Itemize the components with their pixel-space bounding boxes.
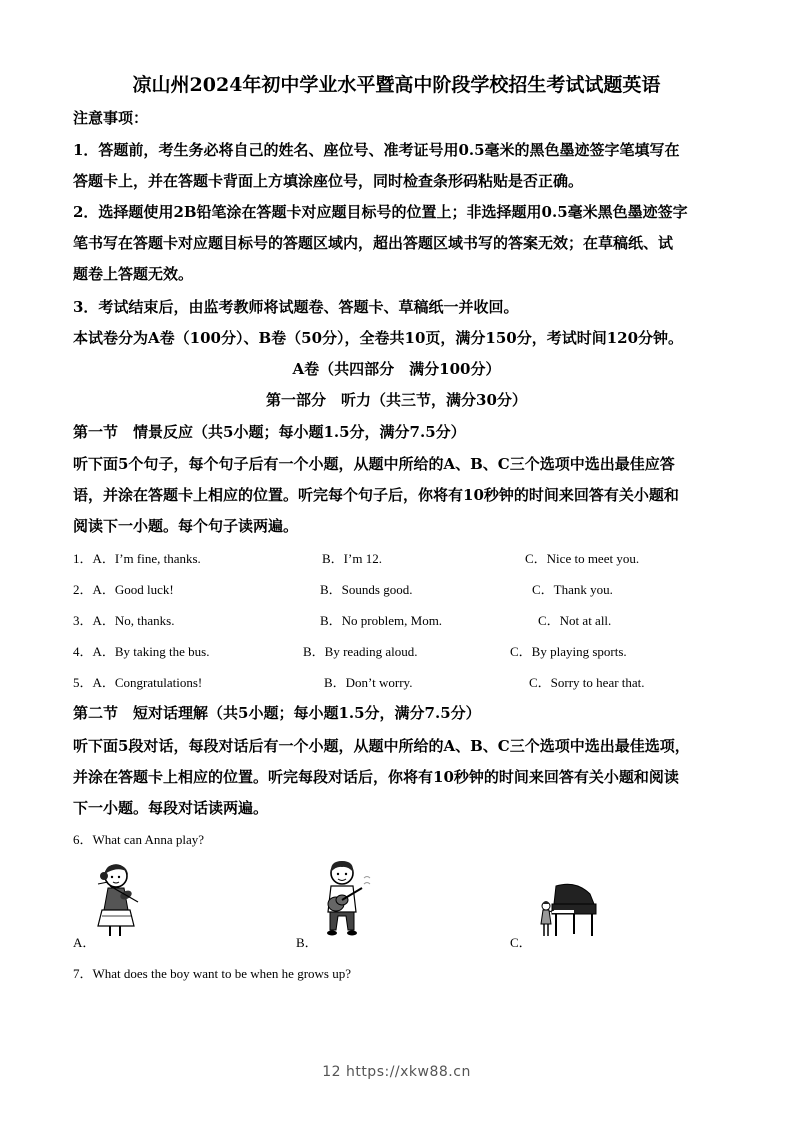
notice-item-3: 3．考试结束后，由监考教师将试题卷、答题卡、草稿纸一并收回。 [73, 298, 519, 316]
q3-option-b: B．No problem, Mom. [320, 613, 443, 628]
notice-item-2-line-3: 题卷上答题无效。 [73, 265, 194, 283]
section-1-instr-line-2: 语，并涂在答题卡上相应的位置。听完每个句子后，你将有10秒钟的时间来回答有关小题和 [73, 486, 679, 504]
section-1-instructions [73, 449, 723, 542]
notice-item-2 [73, 197, 723, 290]
q1-option-b: B．I’m 12. [322, 551, 382, 566]
section-1-instr-line-3: 阅读下一小题。每个句子读两遍。 [73, 517, 299, 535]
girl-piano-illustration [536, 878, 598, 940]
section-2-instructions [73, 731, 723, 824]
q3-option-a: 3．A．No, thanks. [73, 613, 175, 628]
q4-option-b: B．By reading aloud. [303, 644, 418, 659]
page-footer: 12 https://xkw88.cn [322, 1064, 471, 1080]
notice-item-2-line-1: 2．选择题使用2B铅笔涂在答题卡对应题目标号的位置上；非选择题用0.5毫米黑色墨迹签字 [73, 203, 688, 221]
section-2-instr-line-2: 并涂在答题卡上相应的位置。听完每段对话后，你将有10秒钟的时间来回答有关小题和阅读 [73, 768, 679, 786]
notice-heading: 注意事项： [73, 109, 149, 127]
q4-option-a: 4．A．By taking the bus. [73, 644, 210, 659]
boy-guitar-illustration [318, 858, 374, 940]
part-1-heading: 第一部分 听力（共三节，满分30分） [266, 391, 527, 409]
section-2-heading: 第二节 短对话理解（共5小题；每小题1.5分，满分7.5分） [73, 704, 481, 722]
page-title: 凉山州2024年初中学业水平暨高中阶段学校招生考试试题英语 [132, 74, 661, 96]
q6-question: 6．What can Anna play? [73, 832, 205, 847]
notice-item-2-line-2: 笔书写在答题卡对应题目标号的答题区域内，超出答题区域书写的答案无效；在草稿纸、试 [73, 234, 674, 252]
section-1-instr-line-1: 听下面5个句子，每个句子后有一个小题，从题中所给的A、B、C三个选项中选出最佳应答 [73, 455, 675, 473]
q4-option-c: C．By playing sports. [510, 644, 627, 659]
q6-label-b: B． [296, 935, 318, 950]
part-a-heading: A卷（共四部分 满分100分） [292, 360, 501, 378]
q3-option-c: C．Not at all. [538, 613, 612, 628]
section-2-instr-line-1: 听下面5段对话，每段对话后有一个小题，从题中所给的A、B、C三个选项中选出最佳选项， [73, 737, 690, 755]
q5-option-b: B．Don’t worry. [324, 675, 413, 690]
q6-label-a: A． [73, 935, 96, 950]
notice-item-1-line-2: 答题卡上，并在答题卡背面上方填涂座位号，同时检查条形码粘贴是否正确。 [73, 172, 584, 190]
q2-option-a: 2．A．Good luck! [73, 582, 174, 597]
q2-option-c: C．Thank you. [532, 582, 613, 597]
section-1-heading: 第一节 情景反应（共5小题；每小题1.5分，满分7.5分） [73, 423, 466, 441]
q1-option-c: C．Nice to meet you. [525, 551, 640, 566]
q1-option-a: 1．A．I’m fine, thanks. [73, 551, 201, 566]
girl-violin-illustration [96, 862, 140, 938]
exam-summary: 本试卷分为A卷（100分）、B卷（50分），全卷共10页，满分150分，考试时间120分钟。 [73, 329, 684, 347]
q5-option-c: C．Sorry to hear that. [529, 675, 645, 690]
q5-option-a: 5．A．Congratulations! [73, 675, 203, 690]
q6-label-c: C． [510, 935, 532, 950]
notice-item-1 [73, 135, 723, 197]
q7-question: 7．What does the boy want to be when he grows up? [73, 966, 351, 981]
section-2-instr-line-3: 下一小题。每段对话读两遍。 [73, 799, 269, 817]
q2-option-b: B．Sounds good. [320, 582, 413, 597]
notice-item-1-line-1: 1．答题前，考生务必将自己的姓名、座位号、准考证号用0.5毫米的黑色墨迹签字笔填写在 [73, 141, 680, 159]
